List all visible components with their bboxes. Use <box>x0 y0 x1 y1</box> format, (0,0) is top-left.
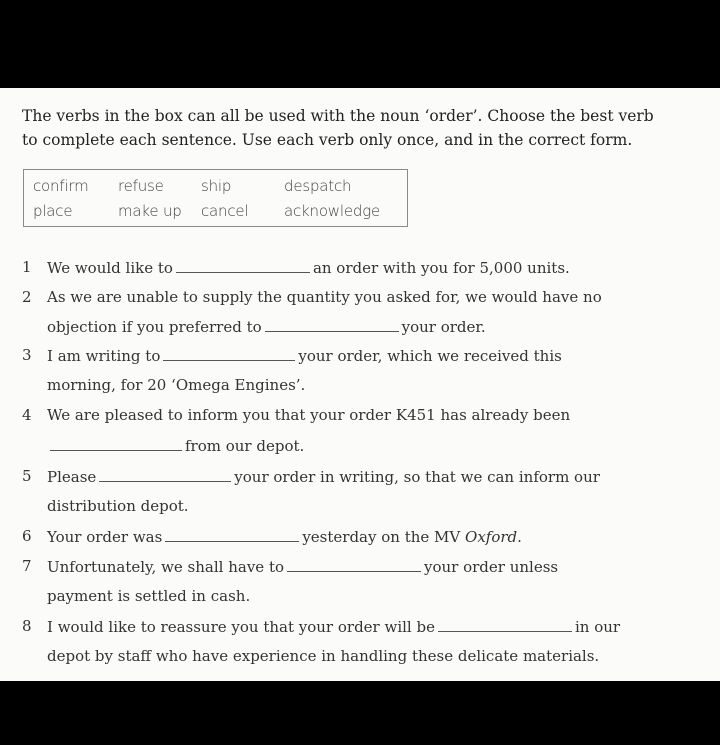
sentence-line: We are pleased to inform you that your order K451 has already been <box>47 406 571 424</box>
sentence-line: objection if you preferred to your order. <box>47 318 486 336</box>
item-number: 2 <box>22 288 32 306</box>
answer-blank[interactable] <box>163 346 295 361</box>
verb-box <box>23 169 408 227</box>
sentence-line: As we are unable to supply the quantity you asked for, we would have no <box>47 288 602 306</box>
answer-blank[interactable] <box>50 436 182 451</box>
item-number: 7 <box>22 557 32 575</box>
item-number: 5 <box>22 467 32 485</box>
verb-confirm: confirm <box>33 177 89 195</box>
sentence-line: from our depot. <box>47 436 304 455</box>
item-number: 8 <box>22 617 32 635</box>
item-number: 1 <box>22 258 32 276</box>
verb-acknowledge: acknowledge <box>284 202 381 220</box>
answer-blank[interactable] <box>176 258 310 273</box>
verb-despatch: despatch <box>284 177 352 195</box>
sentence-line: Unfortunately, we shall have to your order unless <box>47 558 559 576</box>
item-number: 4 <box>22 406 32 424</box>
sentence-line: I would like to reassure you that your order will be in our <box>47 618 621 636</box>
verb-refuse: refuse <box>118 177 164 195</box>
sentence-line: morning, for 20 ‘Omega Engines’. <box>47 376 306 394</box>
sentence-line: payment is settled in cash. <box>47 587 251 605</box>
sentence-line: depot by staff who have experience in handling these delicate materials. <box>47 647 600 665</box>
verb-ship: ship <box>201 177 232 195</box>
answer-blank[interactable] <box>99 467 231 482</box>
sentence-line: I am writing to your order, which we received this <box>47 347 562 365</box>
verb-cancel: cancel <box>201 202 249 220</box>
answer-blank[interactable] <box>265 317 399 332</box>
answer-blank[interactable] <box>165 527 299 542</box>
verb-place: place <box>33 202 73 220</box>
answer-blank[interactable] <box>287 557 421 572</box>
item-number: 3 <box>22 346 32 364</box>
sentence-line: distribution depot. <box>47 497 189 515</box>
sentence-line: Please your order in writing, so that we can inform our <box>47 468 600 486</box>
instruction-line-1: The verbs in the box can all be used with the noun ‘order’. Choose the best verb <box>22 107 654 125</box>
worksheet-page <box>0 88 720 681</box>
sentence-line: Your order was yesterday on the MV Oxford. <box>47 528 522 546</box>
instruction-line-2: to complete each sentence. Use each verb only once, and in the correct form. <box>22 131 633 149</box>
answer-blank[interactable] <box>438 617 572 632</box>
item-number: 6 <box>22 527 32 545</box>
instructions <box>22 104 702 152</box>
sentence-line: We would like to an order with you for 5,000 units. <box>47 259 570 277</box>
verb-make-up: make up <box>118 202 182 220</box>
